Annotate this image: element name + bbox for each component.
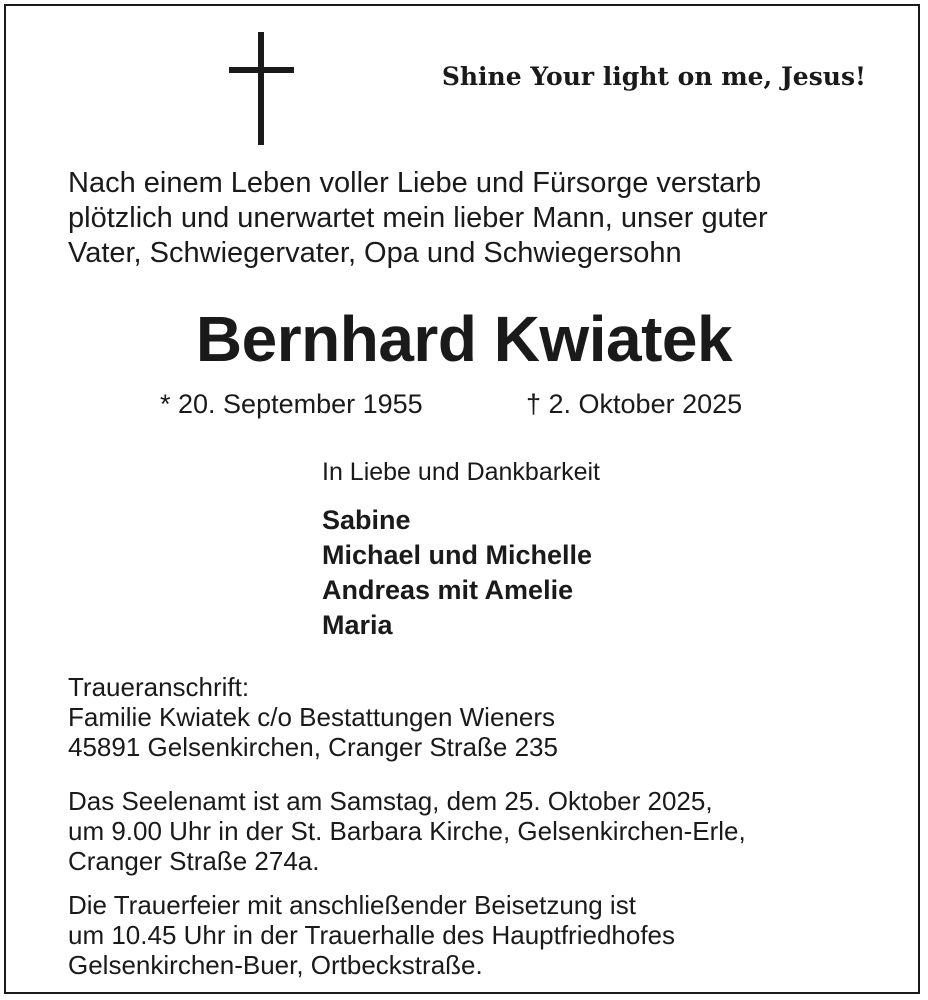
intro-line: Nach einem Leben voller Liebe und Fürsorge verstarb [68, 167, 762, 199]
address-line: Familie Kwiatek c/o Bestattungen Wieners [68, 702, 555, 732]
intro-text [68, 166, 888, 271]
funeral-line: Die Trauerfeier mit anschließender Beisetzung ist [68, 890, 636, 920]
funeral-info [68, 890, 898, 980]
mass-line: Cranger Straße 274a. [68, 846, 320, 876]
birth-date: * 20. September 1955 [160, 389, 423, 419]
obituary-notice [4, 4, 920, 994]
deceased-name: Bernhard Kwiatek [195, 303, 733, 375]
mourning-address [68, 672, 898, 762]
intro-line: plötzlich und unerwartet mein lieber Mann, unser guter [68, 202, 768, 234]
funeral-line: Gelsenkirchen-Buer, Ortbeckstraße. [68, 950, 483, 980]
motto: Shine Your light on me, Jesus! [441, 62, 866, 91]
address-label: Traueranschrift: [68, 672, 250, 702]
address-line: 45891 Gelsenkirchen, Cranger Straße 235 [68, 732, 558, 762]
family-list [322, 503, 592, 643]
family-member: Sabine [322, 505, 411, 535]
mass-line: Das Seelenamt ist am Samstag, dem 25. Oktober 2025, [68, 786, 713, 816]
funeral-line: um 10.45 Uhr in der Trauerhalle des Hauptfriedhofes [68, 920, 676, 950]
mass-line: um 9.00 Uhr in der St. Barbara Kirche, Gelsenkirchen-Erle, [68, 816, 746, 846]
thanks-line: In Liebe und Dankbarkeit [322, 458, 600, 486]
family-member: Michael und Michelle [322, 540, 593, 570]
death-date: † 2. Oktober 2025 [526, 389, 743, 419]
family-member: Maria [322, 610, 393, 640]
requiem-mass-info [68, 786, 898, 876]
intro-line: Vater, Schwiegervater, Opa und Schwiegersohn [68, 237, 682, 269]
family-member: Andreas mit Amelie [322, 575, 574, 605]
